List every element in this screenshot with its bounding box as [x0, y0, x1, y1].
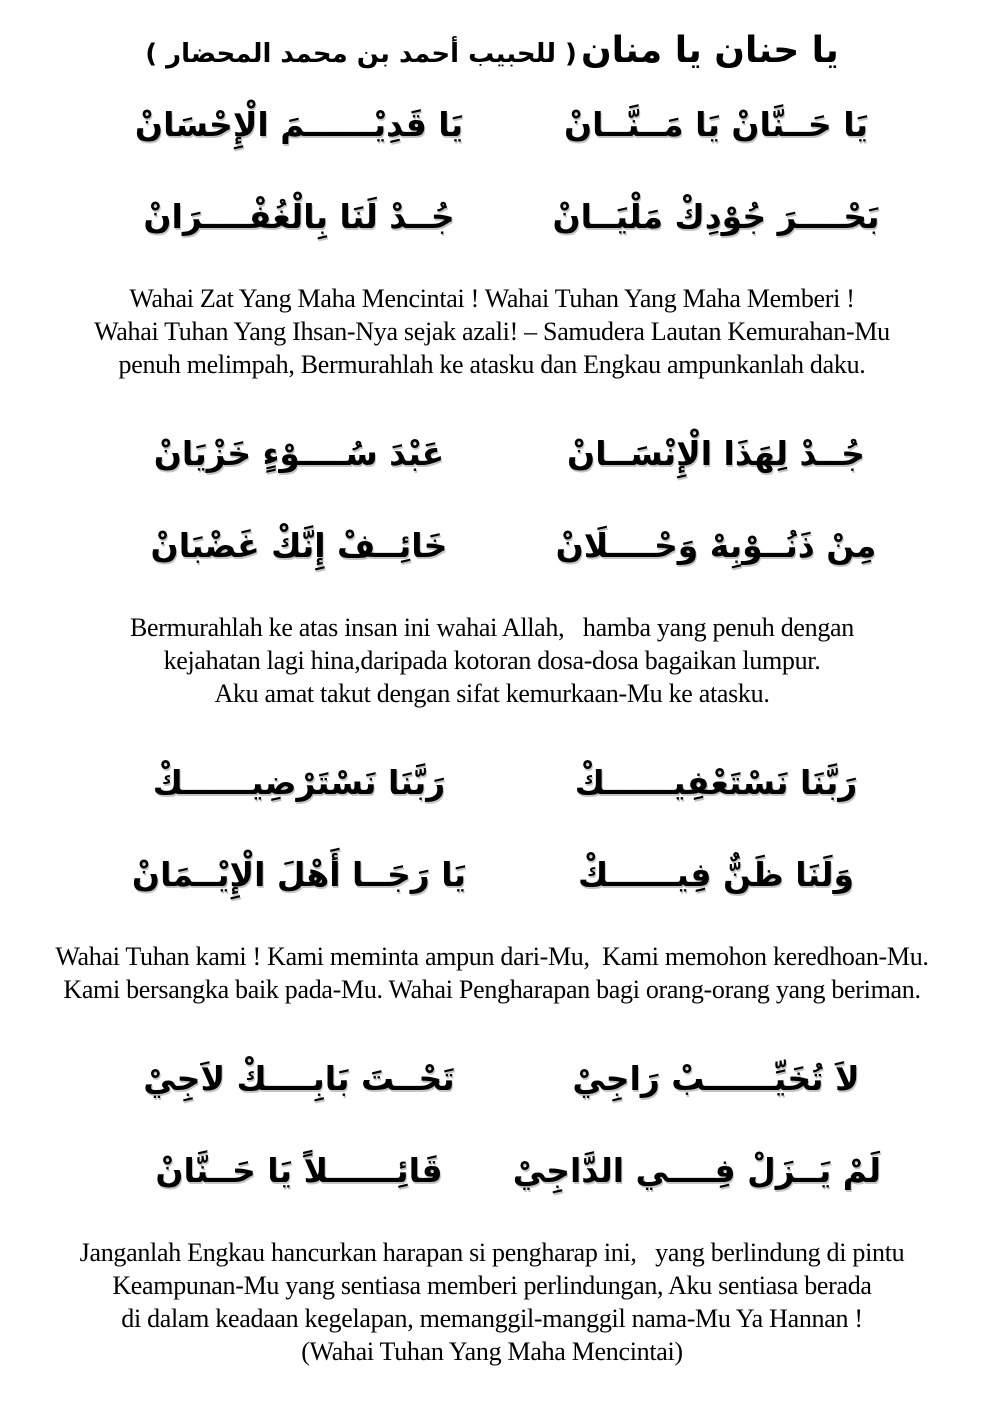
translation-line: Wahai Tuhan Yang Ihsan-Nya sejak azali! – Samudera Lautan Kemurahan-Mu: [94, 317, 890, 346]
hemistich-right: جُــدْ لِهَذَا الْإِنْسَــانْ: [567, 433, 865, 473]
hemistich-left: رَبَّنَا نَسْتَرْضِيــــــكْ: [152, 762, 446, 802]
hemistich-left: يَا قَدِيْــــــمَ الْإِحْسَانْ: [134, 104, 464, 144]
translation-block: [0, 611, 984, 710]
arabic-verse-line: [0, 736, 984, 828]
hemistich-right: يَا حَــنَّانْ يَا مَــنَّــانْ: [564, 104, 868, 144]
translation-line: Keampunan-Mu yang sentiasa memberi perlindungan, Aku sentiasa berada: [112, 1271, 872, 1300]
arabic-verse-line: [0, 78, 984, 170]
arabic-verse-line: [0, 828, 984, 920]
translation-line: Wahai Tuhan kami ! Kami meminta ampun dari-Mu, Kami memohon keredhoan-Mu.: [55, 942, 929, 971]
title-attribution: ( للحبيب أحمد بن محمد المحضار ): [145, 39, 577, 69]
translation-block: [0, 940, 984, 1006]
arabic-verse-line: [0, 407, 984, 499]
translation-block: [0, 282, 984, 381]
translation-line: Bermurahlah ke atas insan ini wahai Allah, hamba yang penuh dengan: [130, 613, 854, 642]
verse-3: [0, 736, 984, 1006]
translation-block: [0, 1236, 984, 1368]
hemistich-right: رَبَّنَا نَسْتَعْفِيــــــكْ: [574, 762, 858, 802]
translation-line: di dalam keadaan kegelapan, memanggil-manggil nama-Mu Ya Hannan !: [121, 1304, 863, 1333]
arabic-verse-line: [0, 170, 984, 262]
translation-line: Aku amat takut dengan sifat kemurkaan-Mu ke atasku.: [214, 679, 770, 708]
hemistich-right: لَمْ يَــزَلْ فِــــي الدَّاجِيْ: [512, 1150, 881, 1190]
verse-2: [0, 407, 984, 710]
hemistich-right: لاَ تُخَيِّــــــبْ رَاجِيْ: [572, 1058, 860, 1098]
hemistich-right: وَلَنَا ظَنٌّ فِيــــــكْ: [577, 854, 854, 894]
hemistich-left: عَبْدَ سُــــوْءٍ خَزْيَانْ: [153, 433, 445, 473]
translation-line: kejahatan lagi hina,daripada kotoran dosa-dosa bagaikan lumpur.: [163, 646, 821, 675]
hemistich-left: قَائِــــــلاً يَا حَــنَّانْ: [155, 1150, 443, 1190]
arabic-verse-line: [0, 499, 984, 591]
translation-line: Wahai Zat Yang Maha Mencintai ! Wahai Tuhan Yang Maha Memberi !: [129, 284, 855, 313]
translation-line: (Wahai Tuhan Yang Maha Mencintai): [301, 1337, 683, 1366]
hemistich-right: مِنْ ذَنُــوْبِهْ وَحْــــلَانْ: [555, 525, 877, 565]
translation-line: Janganlah Engkau hancurkan harapan si pengharap ini, yang berlindung di pintu: [79, 1238, 905, 1267]
translation-line: Kami bersangka baik pada-Mu. Wahai Pengharapan bagi orang-orang yang beriman.: [63, 975, 921, 1004]
title-main-text: يا حنان يا منان: [580, 30, 839, 71]
arabic-verse-line: [0, 1032, 984, 1124]
hemistich-left: تَحْــتَ بَابِــــكْ لاَجِيْ: [143, 1058, 455, 1098]
hemistich-left: جُــدْ لَنَا بِالْغُفْــــرَانْ: [143, 196, 455, 236]
hemistich-left: خَائِــفْ إِنَّكْ غَضْبَانْ: [150, 525, 448, 565]
verse-1: [0, 78, 984, 381]
page-title: [0, 24, 984, 78]
translation-line: penuh melimpah, Bermurahlah ke atasku dan Engkau ampunkanlah daku.: [118, 350, 866, 379]
hemistich-right: بَحْــــرَ جُوْدِكْ مَلْيَــانْ: [552, 196, 880, 236]
hemistich-left: يَا رَجَــا أَهْلَ الْإِيْــمَانْ: [131, 854, 467, 894]
arabic-verse-line: [0, 1124, 984, 1216]
verse-4: [0, 1032, 984, 1368]
